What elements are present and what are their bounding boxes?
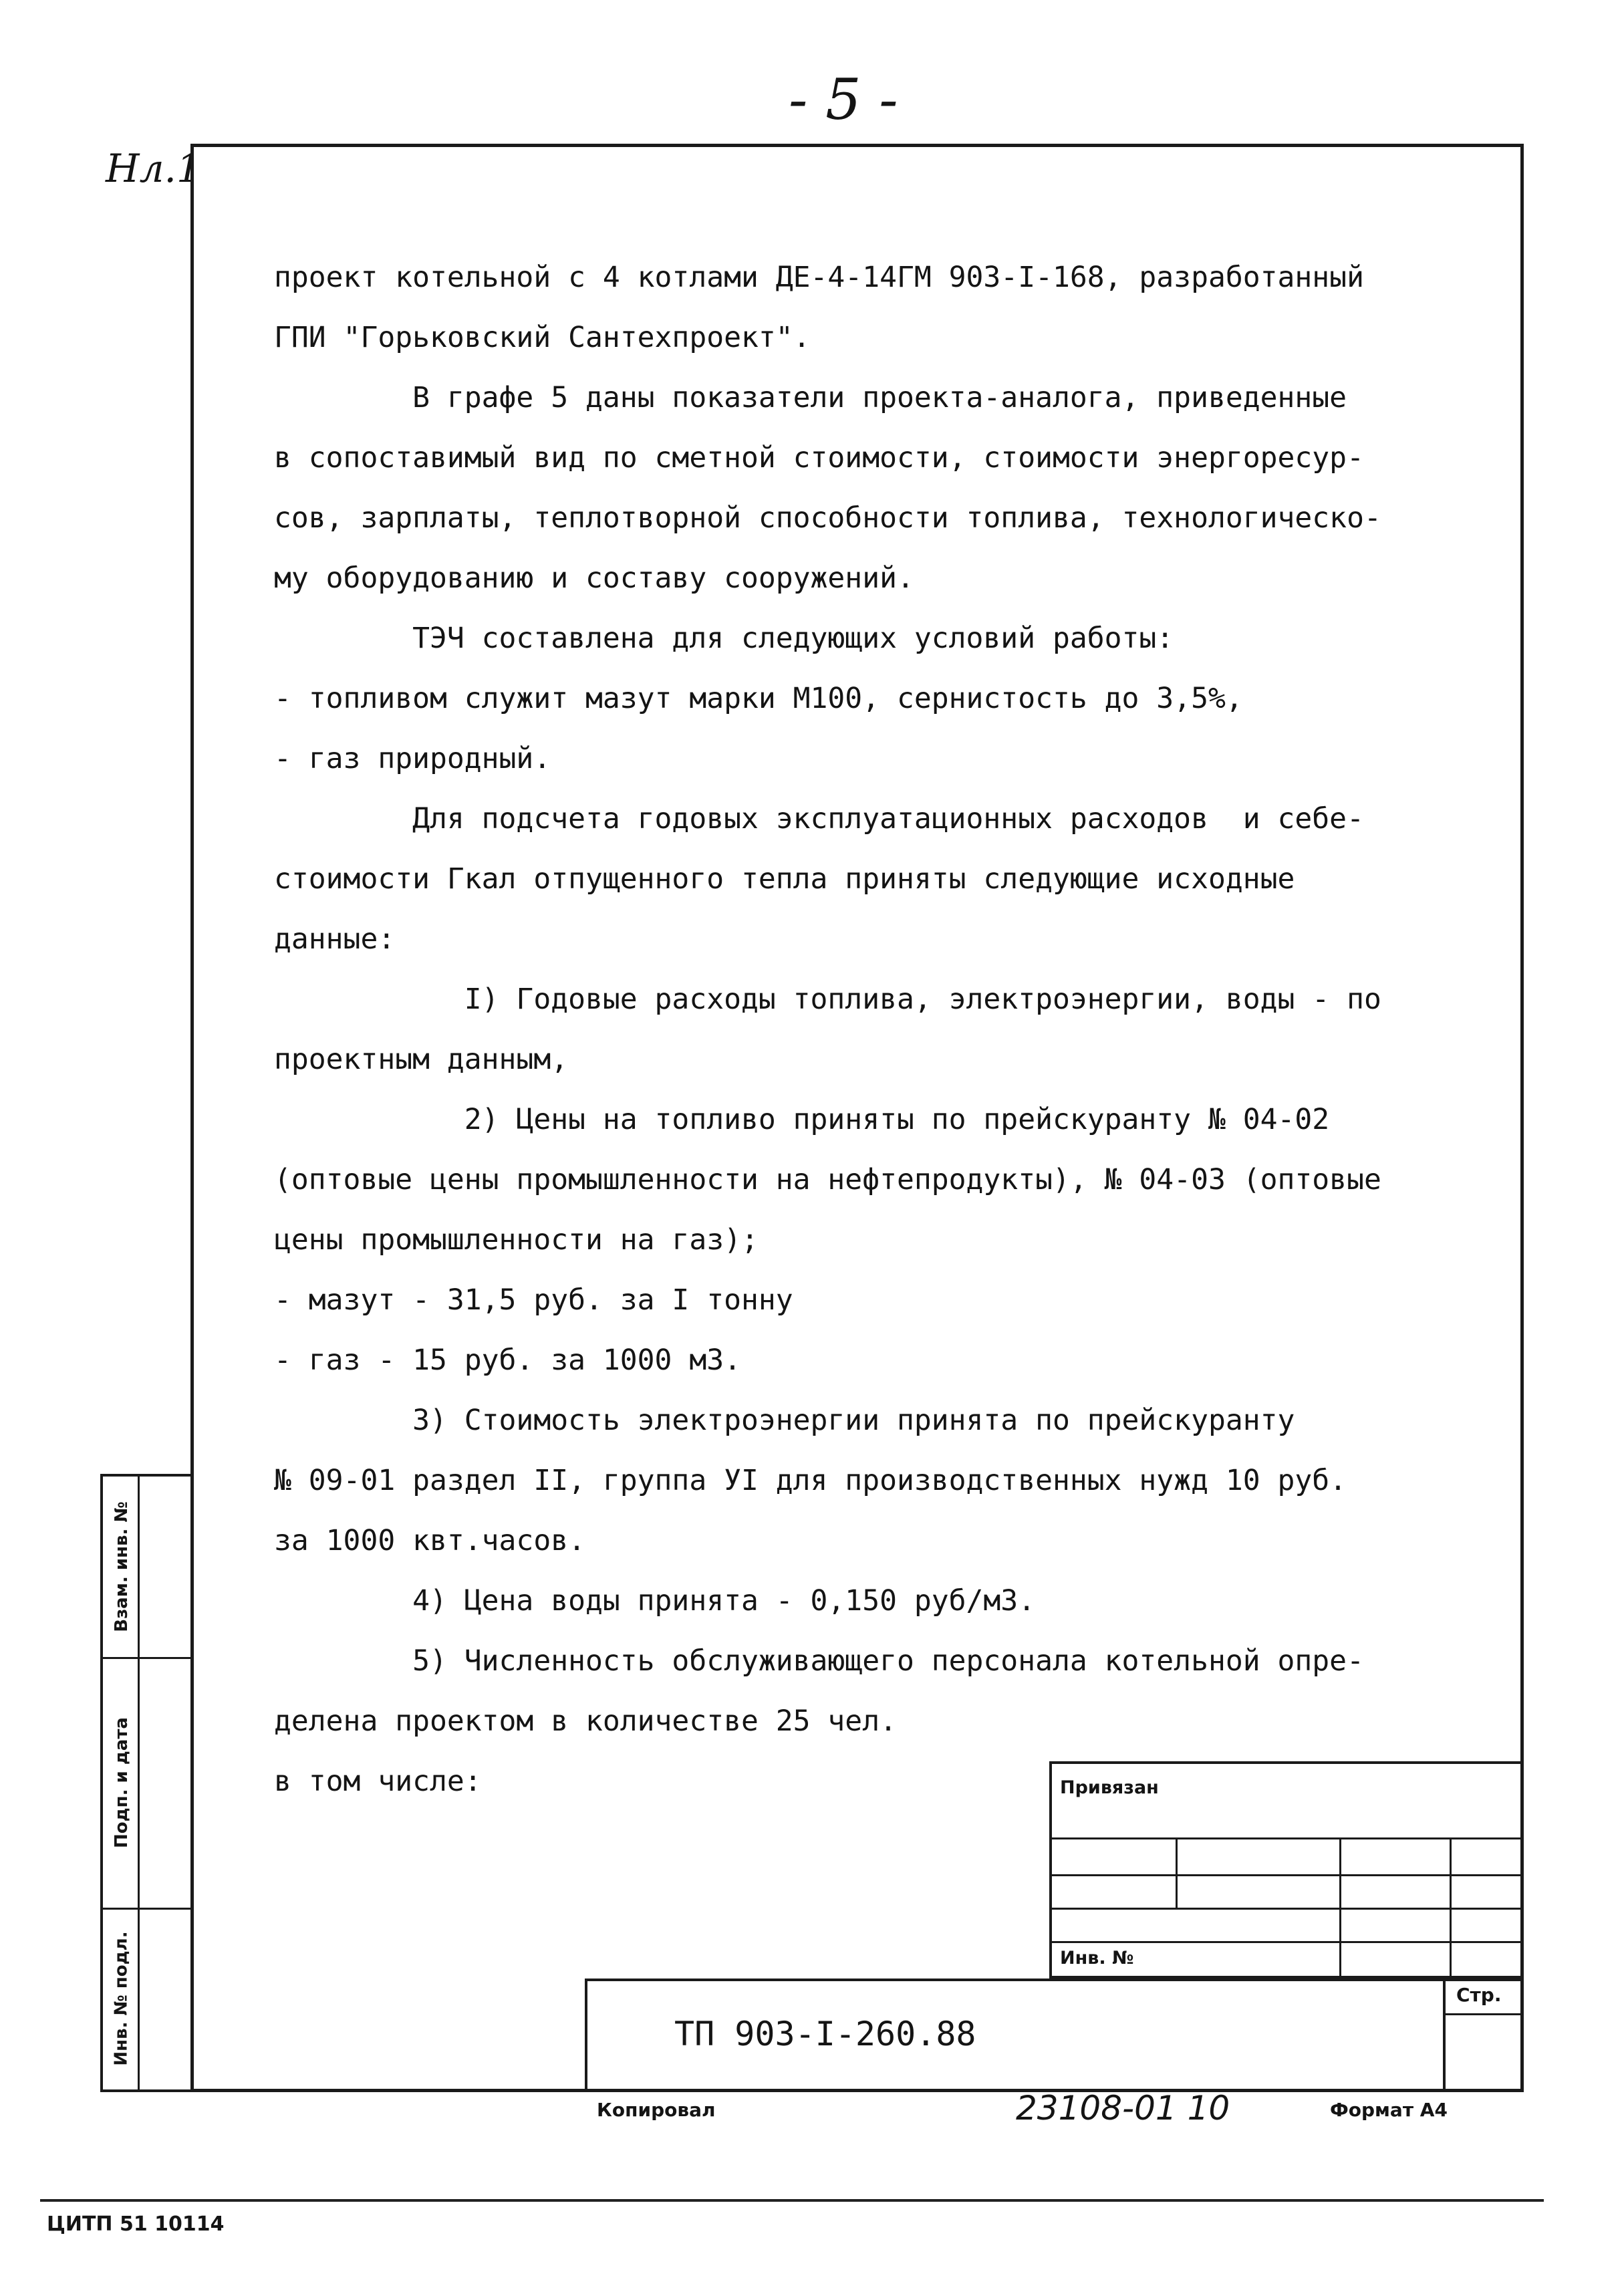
body-line: № 09-01 раздел II, группа УI для производственных нужд 10 руб. <box>274 1464 1347 1497</box>
body-line: ГПИ "Горьковский Сантехпроект". <box>274 321 811 354</box>
body-line: в сопоставимый вид по сметной стоимости, стоимости энергоресур- <box>274 441 1364 475</box>
body-line: - топливом служит мазут марки М100, сернистость до 3,5%, <box>274 682 1243 715</box>
page-number: - 5 - <box>789 67 898 132</box>
document-code: ТП 903-I-260.88 <box>674 2015 976 2053</box>
body-line: В графе 5 даны показатели проекта-аналога, приведенные <box>274 381 1347 414</box>
body-line: данные: <box>274 922 396 956</box>
title-block <box>1049 1761 1524 1979</box>
page-label: Стр. <box>1456 1984 1502 2006</box>
body-line: I) Годовые расходы топлива, электроэнергии, воды - по <box>274 983 1381 1016</box>
print-code: ЦИТП 51 10114 <box>47 2212 225 2236</box>
sheet-mark: Нл.1 <box>106 146 201 191</box>
order-number: 23108-01 10 <box>1016 2089 1230 2128</box>
body-line: в том числе: <box>274 1765 482 1798</box>
body-line: - мазут - 31,5 руб. за I тонну <box>274 1283 793 1317</box>
body-line: - газ - 15 руб. за 1000 м3. <box>274 1344 741 1377</box>
page-cell <box>1443 1981 1524 2092</box>
inv-no-label: Инв. № <box>1060 1948 1134 1968</box>
body-line: делена проектом в количестве 25 чел. <box>274 1704 897 1738</box>
replaced-inv-label: Взам. инв. № <box>112 1501 132 1632</box>
body-line: цены промышленности на газ); <box>274 1223 759 1257</box>
original-inv-label: Инв. № подл. <box>112 1931 132 2066</box>
title-block-rule <box>1176 1837 1178 1908</box>
body-line: стоимости Гкал отпущенного тепла приняты следующие исходные <box>274 862 1295 896</box>
copied-by-label: Копировал <box>597 2099 716 2121</box>
body-line: за 1000 квт.часов. <box>274 1524 585 1557</box>
body-text <box>274 247 1477 1811</box>
body-line: 3) Стоимость электроэнергии принята по прейскуранту <box>274 1404 1295 1437</box>
body-line: Для подсчета годовых эксплуатационных расходов и себе- <box>274 802 1364 836</box>
body-line: 5) Численность обслуживающего персонала котельной опре- <box>274 1644 1364 1678</box>
bound-label: Привязан <box>1060 1777 1159 1798</box>
side-stamp <box>100 1474 194 2092</box>
signature-date-label: Подп. и дата <box>112 1716 132 1848</box>
page-cell-rule <box>1446 2013 1524 2015</box>
format-label: Формат А4 <box>1330 2099 1448 2121</box>
body-line: проект котельной с 4 котлами ДЕ-4-14ГМ 903-I-168, разработанный <box>274 261 1364 294</box>
body-line: 4) Цена воды принята - 0,150 руб/м3. <box>274 1584 1036 1618</box>
title-block-rule <box>1450 1837 1452 1976</box>
title-block-rule <box>1339 1837 1341 1976</box>
body-line: (оптовые цены промышленности на нефтепродукты), № 04-03 (оптовые <box>274 1163 1381 1196</box>
body-line: ТЭЧ составлена для следующих условий работы: <box>274 622 1174 655</box>
bottom-rule <box>40 2199 1544 2202</box>
body-line: 2) Цены на топливо приняты по прейскуранту № 04-02 <box>274 1103 1330 1136</box>
document-code-block <box>585 1979 1524 2092</box>
body-line: проектным данным, <box>274 1043 569 1076</box>
body-line: - газ природный. <box>274 742 551 775</box>
body-line: му оборудованию и составу сооружений. <box>274 561 914 595</box>
body-line: сов, зарплаты, теплотворной способности топлива, технологическо- <box>274 501 1381 535</box>
